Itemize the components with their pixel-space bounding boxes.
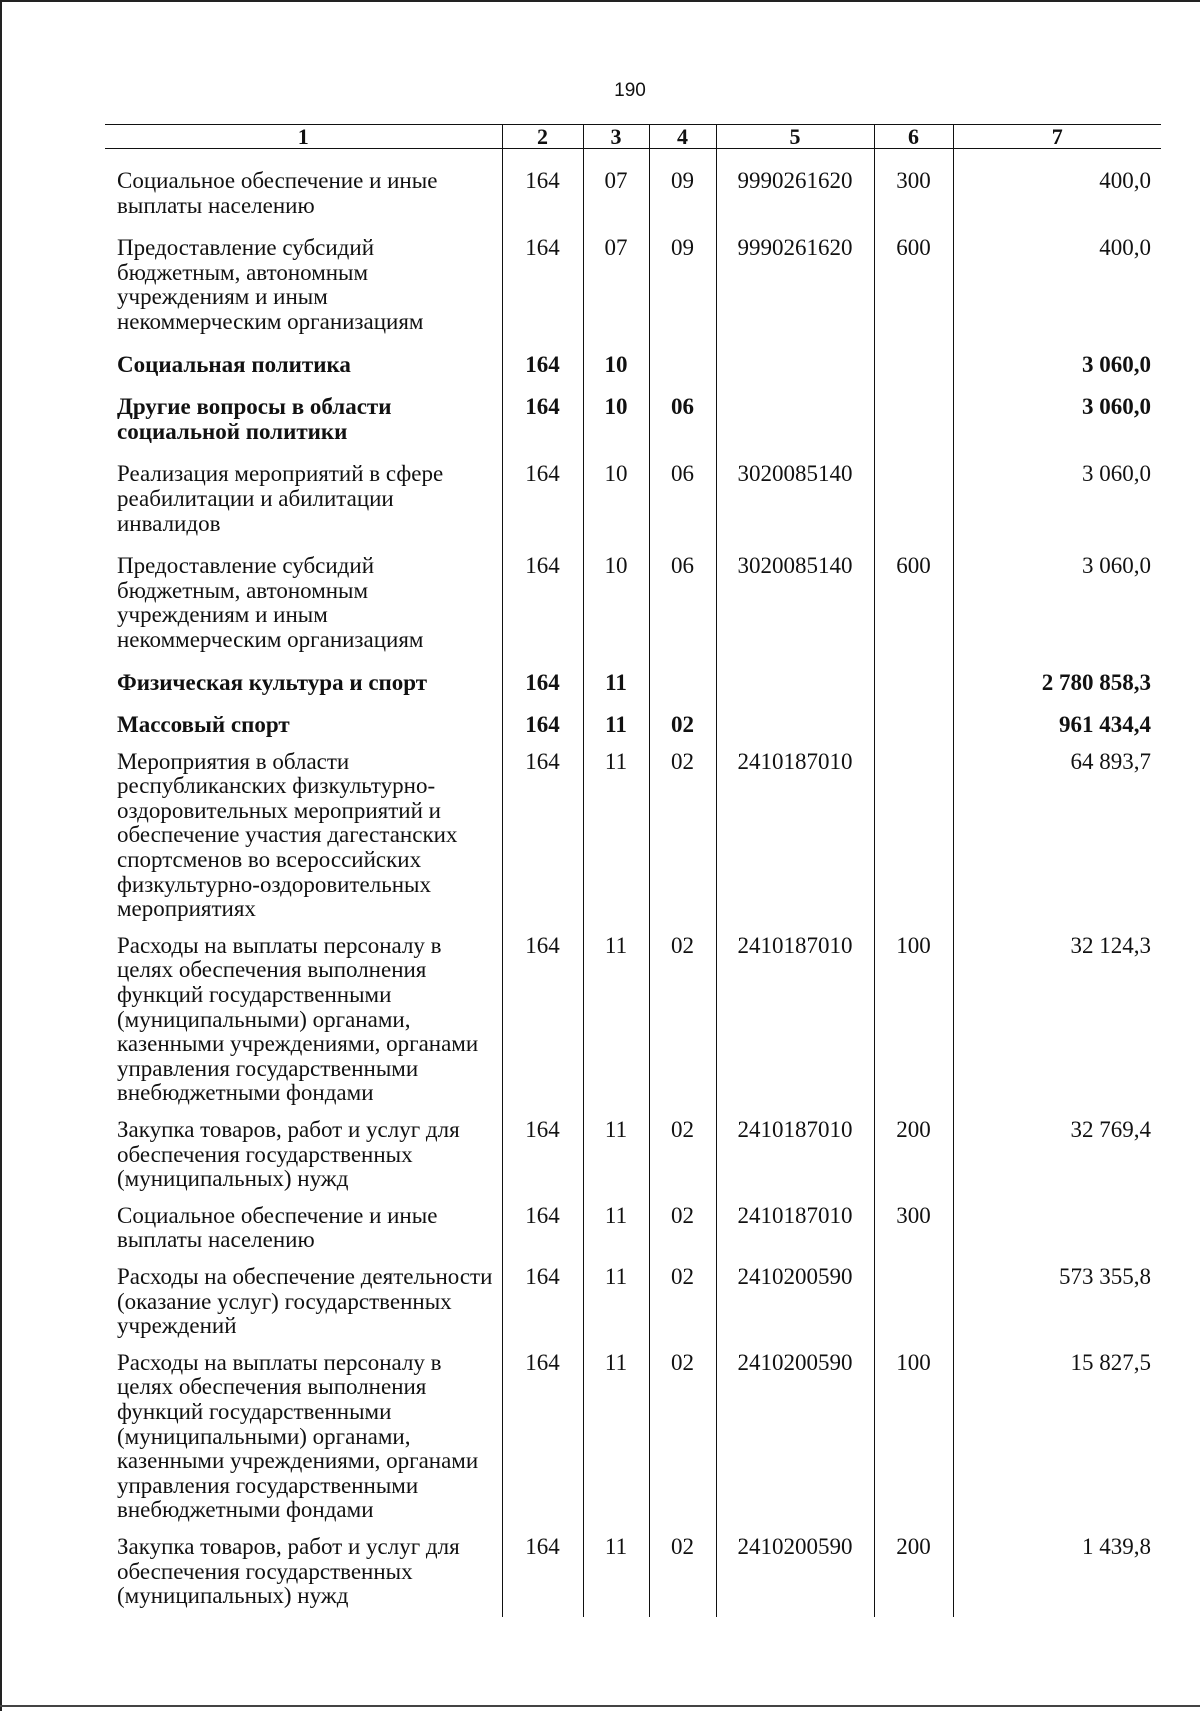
row-name: Социальное обеспечение и иные выплаты населению — [117, 1202, 438, 1253]
row-target-article — [716, 667, 874, 710]
row-amount — [953, 1200, 1161, 1261]
row-name: Мероприятия в области республиканских физкультурно-оздоровительных мероприятий и обеспечение участия дагестанских спортсменов во всероссийских физкультурно-оздоровительных мероприятиях — [117, 748, 458, 922]
column-header: 2 — [502, 125, 583, 149]
row-section-code: 10 — [583, 550, 649, 666]
row-section-code: 10 — [583, 391, 649, 458]
row-target-article: 2410200590 — [716, 1261, 874, 1347]
row-ministry-code: 164 — [502, 709, 583, 746]
page-number: 190 — [614, 80, 646, 101]
row-subsection-code: 02 — [649, 1261, 716, 1347]
table-row — [105, 1531, 1161, 1617]
row-section-code: 10 — [583, 458, 649, 550]
row-section-code: 07 — [583, 149, 649, 233]
row-section-code: 11 — [583, 1114, 649, 1200]
row-section-code: 11 — [583, 1261, 649, 1347]
row-name: Предоставление субсидий бюджетным, автономным учреждениям и иным некоммерческим организациям — [117, 553, 424, 652]
row-section-code: 11 — [583, 709, 649, 746]
row-ministry-code: 164 — [502, 1261, 583, 1347]
table-header-row — [105, 125, 1161, 149]
row-target-article: 2410200590 — [716, 1531, 874, 1617]
row-subsection-code: 02 — [649, 709, 716, 746]
row-section-code: 11 — [583, 746, 649, 930]
row-name: Предоставление субсидий бюджетным, автономным учреждениям и иным некоммерческим организациям — [117, 235, 424, 334]
row-target-article — [716, 391, 874, 458]
table-row — [105, 1114, 1161, 1200]
row-amount: 400,0 — [953, 149, 1161, 233]
row-expense-type: 300 — [874, 1200, 953, 1261]
column-header: 7 — [953, 125, 1161, 149]
row-subsection-code: 02 — [649, 746, 716, 930]
row-subsection-code: 02 — [649, 1531, 716, 1617]
row-target-article — [716, 349, 874, 392]
row-amount: 32 124,3 — [953, 930, 1161, 1114]
page-border-top — [0, 0, 1200, 2]
row-target-article: 2410187010 — [716, 746, 874, 930]
row-target-article: 2410200590 — [716, 1347, 874, 1531]
row-name: Расходы на обеспечение деятельности (оказание услуг) государственных учреждений — [117, 1263, 493, 1339]
row-name: Расходы на выплаты персоналу в целях обеспечения выполнения функций государственными (муниципальными) органами, казенными учреждениями, органами управления государственными внебюджетными фондами — [117, 1349, 479, 1523]
row-ministry-code: 164 — [502, 746, 583, 930]
row-section-code: 11 — [583, 667, 649, 710]
row-ministry-code: 164 — [502, 349, 583, 392]
column-header: 1 — [105, 125, 502, 149]
table-row — [105, 232, 1161, 348]
row-ministry-code: 164 — [502, 550, 583, 666]
row-amount: 3 060,0 — [953, 550, 1161, 666]
row-amount: 961 434,4 — [953, 709, 1161, 746]
row-amount: 3 060,0 — [953, 349, 1161, 392]
row-amount: 32 769,4 — [953, 1114, 1161, 1200]
row-name: Расходы на выплаты персоналу в целях обеспечения выполнения функций государственными (муниципальными) органами, казенными учреждениями, органами управления государственными внебюджетными фондами — [117, 932, 479, 1106]
row-amount: 15 827,5 — [953, 1347, 1161, 1531]
row-amount: 1 439,8 — [953, 1531, 1161, 1617]
table-row — [105, 1200, 1161, 1261]
row-section-code: 11 — [583, 1200, 649, 1261]
budget-table — [105, 124, 1161, 1617]
row-amount: 3 060,0 — [953, 458, 1161, 550]
row-expense-type — [874, 458, 953, 550]
row-target-article — [716, 709, 874, 746]
row-ministry-code: 164 — [502, 391, 583, 458]
row-name: Социальная политика — [117, 351, 351, 377]
row-name: Закупка товаров, работ и услуг для обеспечения государственных (муниципальных) нужд — [117, 1533, 460, 1609]
row-section-code: 11 — [583, 1347, 649, 1531]
row-expense-type: 100 — [874, 930, 953, 1114]
table-row — [105, 349, 1161, 392]
table-row — [105, 391, 1161, 458]
row-ministry-code: 164 — [502, 1200, 583, 1261]
row-expense-type — [874, 391, 953, 458]
row-subsection-code: 02 — [649, 1200, 716, 1261]
row-target-article: 9990261620 — [716, 232, 874, 348]
table-row — [105, 149, 1161, 233]
row-target-article: 2410187010 — [716, 1200, 874, 1261]
row-ministry-code: 164 — [502, 930, 583, 1114]
row-subsection-code: 02 — [649, 1347, 716, 1531]
row-subsection-code: 02 — [649, 930, 716, 1114]
row-target-article: 9990261620 — [716, 149, 874, 233]
column-header: 5 — [716, 125, 874, 149]
row-name: Другие вопросы в области социальной политики — [117, 394, 392, 444]
row-subsection-code — [649, 667, 716, 710]
table-row — [105, 709, 1161, 746]
table-row — [105, 550, 1161, 666]
row-section-code: 10 — [583, 349, 649, 392]
row-expense-type: 300 — [874, 149, 953, 233]
row-section-code: 07 — [583, 232, 649, 348]
page-border-left — [0, 0, 2, 1711]
row-expense-type: 600 — [874, 232, 953, 348]
row-expense-type — [874, 349, 953, 392]
row-section-code: 11 — [583, 1531, 649, 1617]
row-name: Реализация мероприятий в сфере реабилитации и абилитации инвалидов — [117, 461, 444, 536]
row-target-article: 2410187010 — [716, 1114, 874, 1200]
row-ministry-code: 164 — [502, 232, 583, 348]
table-row — [105, 458, 1161, 550]
row-expense-type: 200 — [874, 1531, 953, 1617]
row-subsection-code — [649, 349, 716, 392]
row-target-article: 2410187010 — [716, 930, 874, 1114]
row-amount: 3 060,0 — [953, 391, 1161, 458]
row-subsection-code: 06 — [649, 391, 716, 458]
row-expense-type — [874, 746, 953, 930]
table-row — [105, 930, 1161, 1114]
row-name: Социальное обеспечение и иные выплаты населению — [117, 168, 438, 218]
column-header: 6 — [874, 125, 953, 149]
row-expense-type — [874, 1261, 953, 1347]
column-header: 4 — [649, 125, 716, 149]
row-expense-type: 200 — [874, 1114, 953, 1200]
table-row — [105, 667, 1161, 710]
row-expense-type: 100 — [874, 1347, 953, 1531]
row-amount: 64 893,7 — [953, 746, 1161, 930]
row-amount: 400,0 — [953, 232, 1161, 348]
table-row — [105, 1347, 1161, 1531]
row-ministry-code: 164 — [502, 1114, 583, 1200]
row-amount: 2 780 858,3 — [953, 667, 1161, 710]
row-target-article: 3020085140 — [716, 458, 874, 550]
column-header: 3 — [583, 125, 649, 149]
row-subsection-code: 02 — [649, 1114, 716, 1200]
row-subsection-code: 06 — [649, 550, 716, 666]
row-ministry-code: 164 — [502, 149, 583, 233]
row-subsection-code: 09 — [649, 149, 716, 233]
table-row — [105, 746, 1161, 930]
row-expense-type — [874, 709, 953, 746]
row-ministry-code: 164 — [502, 458, 583, 550]
row-name: Физическая культура и спорт — [117, 669, 428, 695]
page-border-bottom — [0, 1705, 1200, 1707]
row-ministry-code: 164 — [502, 1347, 583, 1531]
row-subsection-code: 06 — [649, 458, 716, 550]
row-ministry-code: 164 — [502, 667, 583, 710]
row-name: Закупка товаров, работ и услуг для обеспечения государственных (муниципальных) нужд — [117, 1117, 460, 1192]
row-ministry-code: 164 — [502, 1531, 583, 1617]
row-expense-type: 600 — [874, 550, 953, 666]
row-name: Массовый спорт — [117, 712, 290, 738]
row-subsection-code: 09 — [649, 232, 716, 348]
row-expense-type — [874, 667, 953, 710]
table-row — [105, 1261, 1161, 1347]
row-amount: 573 355,8 — [953, 1261, 1161, 1347]
row-section-code: 11 — [583, 930, 649, 1114]
row-target-article: 3020085140 — [716, 550, 874, 666]
